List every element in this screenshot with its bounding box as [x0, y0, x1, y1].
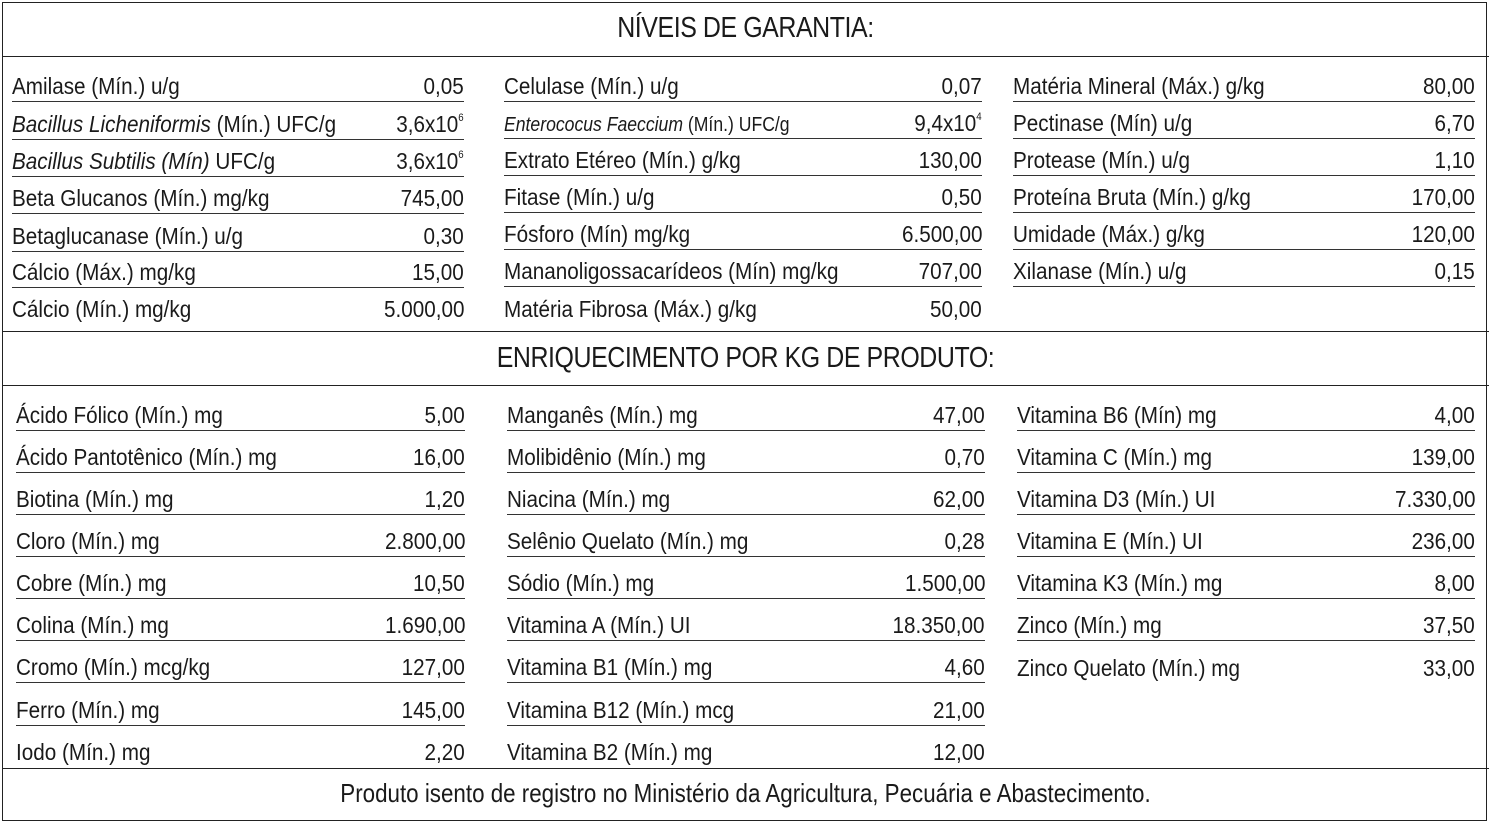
nutrient-label: Ácido Fólico (Mín.) mg: [16, 402, 223, 428]
nutrient-label: Sódio (Mín.) mg: [507, 570, 655, 596]
nutrient-value: 7.330,00: [1394, 486, 1475, 512]
table-row: [504, 250, 982, 287]
table-row: [507, 599, 985, 641]
nutrient-label: Vitamina E (Mín.) UI: [1017, 528, 1203, 554]
nutrient-value: 145,00: [401, 697, 465, 723]
table-row: [507, 515, 985, 557]
nutrient-value: 5,00: [424, 402, 465, 428]
nutrient-value: 12,00: [933, 739, 985, 765]
nutrient-value: 1,20: [424, 486, 465, 512]
nutrient-value: 0,50: [941, 184, 982, 210]
nutrient-value: 37,50: [1423, 612, 1475, 638]
nutrient-value: 236,00: [1411, 528, 1475, 554]
nutrient-value: 4,00: [1434, 402, 1475, 428]
table-row: [16, 557, 465, 599]
table-row: [504, 102, 982, 139]
table-row: [1013, 102, 1475, 139]
nutrient-label: Niacina (Mín.) mg: [507, 486, 671, 512]
nutrient-value: 2.800,00: [384, 528, 465, 554]
nutrient-value: 4,60: [944, 654, 985, 680]
nutrient-value: 745,00: [400, 185, 464, 211]
nutrient-label: Matéria Fibrosa (Máx.) g/kg: [504, 296, 757, 322]
nutrient-value: 1.500,00: [904, 570, 985, 596]
nutrient-value: 1.690,00: [384, 612, 465, 638]
table-row: [12, 140, 464, 177]
table-row: [16, 599, 465, 641]
table-row: [1017, 515, 1475, 557]
table-row: [1017, 473, 1475, 515]
nutrient-value: 21,00: [933, 697, 985, 723]
nutrient-label: Fósforo (Mín) mg/kg: [504, 221, 691, 247]
table-row: [507, 473, 985, 515]
nutrient-label: Biotina (Mín.) mg: [16, 486, 174, 512]
table-row: [504, 287, 982, 324]
nutrient-label: Vitamina B2 (Mín.) mg: [507, 739, 713, 765]
divider-enriquecimento-top: [2, 331, 1489, 332]
niveis-col1: [12, 66, 464, 324]
nutrient-value: 8,00: [1434, 570, 1475, 596]
nutrient-value: 5.000,00: [383, 296, 464, 322]
table-row: [12, 177, 464, 214]
nutrient-label: Bacillus Licheniformis (Mín.) UFC/g: [12, 111, 337, 137]
divider-footer: [2, 768, 1489, 769]
nutrient-label: Protease (Mín.) u/g: [1013, 147, 1191, 173]
nutrient-value: 0,05: [423, 73, 464, 99]
nutrient-value: 6,70: [1434, 110, 1475, 136]
enriquecimento-title: ENRIQUECIMENTO POR KG DE PRODUTO:: [496, 342, 995, 374]
nutrient-label: Proteína Bruta (Mín.) g/kg: [1013, 184, 1251, 210]
table-row: [504, 139, 982, 176]
nutrient-label: Cloro (Mín.) mg: [16, 528, 160, 554]
nutrient-value: 0,15: [1434, 258, 1475, 284]
table-row: [1017, 599, 1475, 641]
table-row: [507, 557, 985, 599]
nutrient-label: Extrato Etéreo (Mín.) g/kg: [504, 147, 741, 173]
nutrient-value: 130,00: [918, 147, 982, 173]
nutrient-label: Xilanase (Mín.) u/g: [1013, 258, 1187, 284]
nutrient-label: Cálcio (Máx.) mg/kg: [12, 259, 196, 285]
nutrient-label: Vitamina B6 (Mín) mg: [1017, 402, 1217, 428]
table-row: [507, 726, 985, 767]
nutrient-label: Bacillus Subtilis (Mín) UFC/g: [12, 148, 276, 174]
enriquecimento-col3: [1017, 390, 1475, 683]
table-row: [12, 288, 464, 324]
table-row: [12, 66, 464, 102]
divider-enriquecimento-header: [2, 385, 1489, 386]
table-row: [16, 473, 465, 515]
table-row: [16, 641, 465, 683]
nutrient-label: Cobre (Mín.) mg: [16, 570, 167, 596]
table-row: [507, 390, 985, 431]
nutrient-label: Vitamina B12 (Mín.) mcg: [507, 697, 735, 723]
table-row: [1013, 139, 1475, 176]
nutrient-label: Celulase (Mín.) u/g: [504, 73, 679, 99]
table-row: [1017, 557, 1475, 599]
niveis-col2: [504, 66, 982, 324]
nutrient-label: Enterococus Faeccium (Mín.) UFC/g: [504, 114, 790, 136]
nutrient-value: 1,10: [1434, 147, 1475, 173]
table-row: [1013, 176, 1475, 213]
table-row: [16, 431, 465, 473]
nutrient-value: 50,00: [930, 296, 982, 322]
nutrient-label: Betaglucanase (Mín.) u/g: [12, 223, 244, 249]
table-row: [507, 641, 985, 683]
nutrient-value: 2,20: [424, 739, 465, 765]
nutrient-label: Cromo (Mín.) mcg/kg: [16, 654, 211, 680]
table-row: [12, 214, 464, 252]
nutrient-value: 33,00: [1423, 655, 1475, 681]
nutrient-value: 139,00: [1411, 444, 1475, 470]
enriquecimento-col2: [507, 390, 985, 767]
nutrient-label: Vitamina C (Mín.) mg: [1017, 444, 1212, 470]
table-row: [16, 726, 465, 767]
nutrient-label: Ácido Pantotênico (Mín.) mg: [16, 444, 277, 470]
table-row: [1013, 66, 1475, 102]
enriquecimento-col1: [16, 390, 465, 767]
nutrient-value: 0,70: [944, 444, 985, 470]
nutrient-value: 170,00: [1411, 184, 1475, 210]
nutrient-label: Beta Glucanos (Mín.) mg/kg: [12, 185, 270, 211]
nutrient-value: 10,50: [413, 570, 465, 596]
table-row: [504, 213, 982, 250]
table-row: [504, 66, 982, 102]
table-row: [16, 390, 465, 431]
table-row: [504, 176, 982, 213]
footer-note: Produto isento de registro no Ministério da Agricultura, Pecuária e Abastecimento.: [340, 778, 1151, 808]
table-row: [507, 431, 985, 473]
table-row: [507, 683, 985, 726]
nutrient-value: 62,00: [933, 486, 985, 512]
nutrient-label: Mananoligossacarídeos (Mín) mg/kg: [504, 258, 839, 284]
nutrient-value: $9,4x10^4$: [914, 110, 982, 136]
nutrient-label: Matéria Mineral (Máx.) g/kg: [1013, 73, 1265, 99]
nutrient-label: Vitamina B1 (Mín.) mg: [507, 654, 713, 680]
table-row: [1017, 641, 1475, 683]
niveis-col3: [1013, 66, 1475, 287]
nutrient-value: 707,00: [918, 258, 982, 284]
nutrient-label: Ferro (Mín.) mg: [16, 697, 160, 723]
nutrient-label: Fitase (Mín.) u/g: [504, 184, 655, 210]
table-row: [12, 252, 464, 288]
table-row: [1013, 250, 1475, 287]
table-row: [16, 683, 465, 726]
nutrient-value: 0,28: [944, 528, 985, 554]
table-row: [12, 102, 464, 140]
nutrient-value: 16,00: [413, 444, 465, 470]
nutrient-value: 47,00: [933, 402, 985, 428]
divider-niveis-top: [2, 56, 1489, 57]
nutrient-value: 0,30: [423, 223, 464, 249]
nutrient-value: $3,6x10^6$: [396, 111, 464, 137]
nutrient-value: 120,00: [1411, 221, 1475, 247]
nutrient-value: 0,07: [941, 73, 982, 99]
nutrient-label: Vitamina A (Mín.) UI: [507, 612, 691, 638]
nutrient-label: Iodo (Mín.) mg: [16, 739, 151, 765]
nutrient-value: 15,00: [412, 259, 464, 285]
nutrient-label: Amilase (Mín.) u/g: [12, 73, 180, 99]
nutrient-value: 80,00: [1423, 73, 1475, 99]
nutrient-label: Cálcio (Mín.) mg/kg: [12, 296, 192, 322]
nutrient-value: $3,6x10^6$: [396, 148, 464, 174]
nutrient-label: Selênio Quelato (Mín.) mg: [507, 528, 749, 554]
table-row: [1017, 390, 1475, 431]
nutrient-label: Manganês (Mín.) mg: [507, 402, 698, 428]
nutrient-label: Molibidênio (Mín.) mg: [507, 444, 706, 470]
nutrient-value: 6.500,00: [901, 221, 982, 247]
table-row: [1013, 213, 1475, 250]
nutrient-label: Pectinase (Mín) u/g: [1013, 110, 1193, 136]
table-row: [1017, 431, 1475, 473]
nutrient-label: Vitamina D3 (Mín.) UI: [1017, 486, 1216, 512]
nutrient-label: Zinco Quelato (Mín.) mg: [1017, 655, 1240, 681]
nutrient-value: 18.350,00: [892, 612, 985, 638]
table-row: [16, 515, 465, 557]
nutrient-label: Zinco (Mín.) mg: [1017, 612, 1162, 638]
nutrient-value: 127,00: [401, 654, 465, 680]
nutrient-label: Colina (Mín.) mg: [16, 612, 169, 638]
niveis-title: NÍVEIS DE GARANTIA:: [617, 12, 874, 44]
nutrient-label: Umidade (Máx.) g/kg: [1013, 221, 1205, 247]
nutrient-label: Vitamina K3 (Mín.) mg: [1017, 570, 1223, 596]
